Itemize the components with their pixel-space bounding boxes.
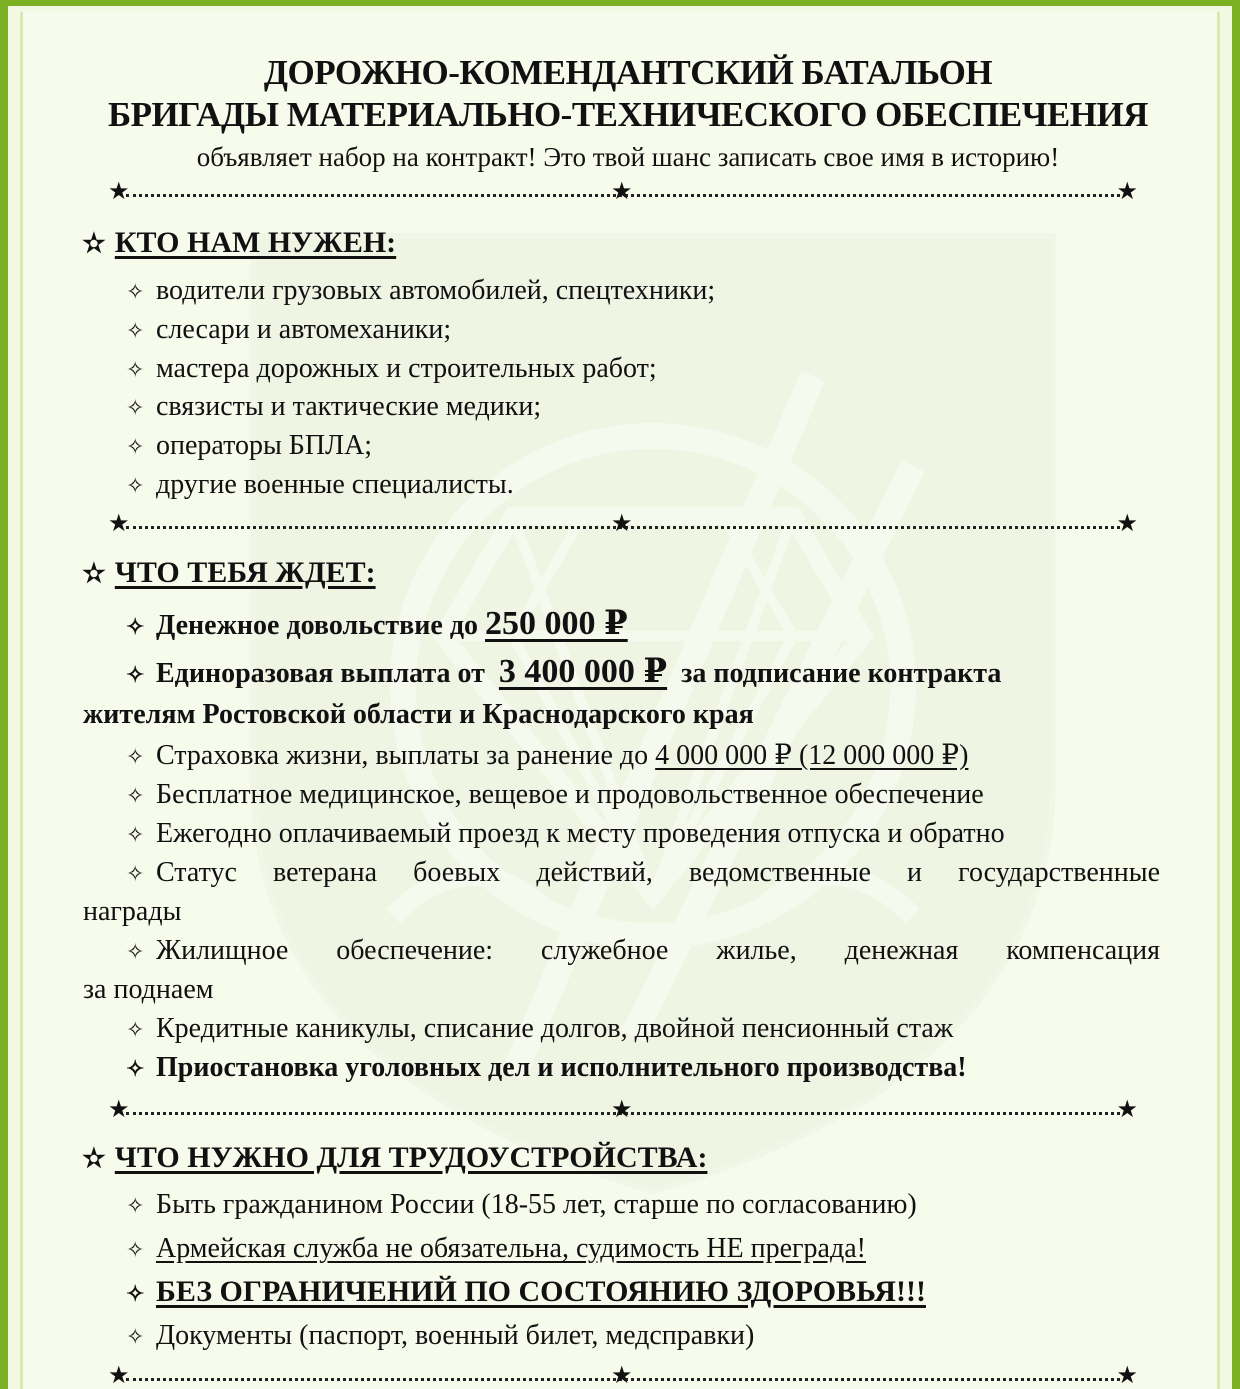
sparkle-icon: ✧	[126, 939, 145, 964]
sparkle-icon: ✧	[126, 357, 145, 382]
list-item: ✧ слесари и автомеханики;	[83, 311, 1160, 350]
section-heading-who	[83, 226, 396, 261]
sparkle-icon: ✧	[126, 395, 145, 420]
list-item: ✧ Ежегодно оплачиваемый проезд к месту проведения отпуска и обратно	[83, 815, 1160, 854]
heading-text: КТО НАМ НУЖЕН:	[114, 226, 397, 259]
list-item: ✧ мастера дорожных и строительных работ;	[83, 350, 1160, 389]
suspension-item: ✧ Приостановка уголовных дел и исполнительного производства!	[83, 1049, 1160, 1088]
sparkle-icon: ✧	[126, 662, 145, 687]
divider	[108, 1097, 1138, 1124]
sparkle-icon: ✧	[126, 1056, 145, 1081]
list-item: ✧ Бесплатное медицинское, вещевое и продовольственное обеспечение	[83, 776, 1160, 815]
star-icon: ★	[611, 1097, 633, 1123]
housing-item: ✧ Жилищное обеспечение: служебное жилье, денежная компенсация	[83, 932, 1160, 971]
bonus-item: ✧ Единоразовая выплата от 3 400 000 ₽ за подписание контракта	[83, 651, 1160, 696]
star-outline-icon: ✫	[83, 559, 105, 588]
documents-item: ✧ Документы (паспорт, военный билет, медсправки)	[83, 1317, 1160, 1356]
sparkle-icon: ✧	[126, 434, 145, 459]
section-heading-offer	[83, 556, 376, 591]
title-line-2: БРИГАДЫ МАТЕРИАЛЬНО-ТЕХНИЧЕСКОГО ОБЕСПЕЧЕНИЯ	[108, 95, 1148, 134]
bonus-item-line-2: жителям Ростовской области и Краснодарского края	[83, 699, 754, 730]
star-icon: ★	[108, 1097, 130, 1123]
salary-item: ✧ Денежное довольствие до 250 000 ₽	[83, 603, 1160, 648]
heading-text: ЧТО ТЕБЯ ЖДЕТ:	[114, 556, 376, 589]
list-item: ✧ водители грузовых автомобилей, спецтехники;	[83, 272, 1160, 311]
section-heading-requirements	[83, 1141, 707, 1176]
sparkle-icon: ✧	[126, 783, 145, 808]
sparkle-icon: ✧	[126, 1237, 145, 1262]
credit-item: ✧ Кредитные каникулы, списание долгов, двойной пенсионный стаж	[83, 1010, 1160, 1049]
health-item: ✧ БЕЗ ОГРАНИЧЕНИЙ ПО СОСТОЯНИЮ ЗДОРОВЬЯ!!!	[83, 1272, 1160, 1314]
sparkle-icon: ✧	[126, 279, 145, 304]
sparkle-icon: ✧	[126, 1017, 145, 1042]
list-item: ✧ связисты и тактические медики;	[83, 388, 1160, 427]
veteran-item-line-2: награды	[83, 896, 182, 927]
army-item: ✧ Армейская служба не обязательна, судимость НЕ преграда!	[83, 1230, 1160, 1269]
star-icon: ★	[611, 179, 633, 205]
sparkle-icon: ✧	[126, 318, 145, 343]
sparkle-icon: ✧	[126, 1193, 145, 1218]
list-item: ✧ другие военные специалисты.	[83, 466, 1160, 505]
sparkle-icon: ✧	[126, 1324, 145, 1349]
star-outline-icon: ✫	[83, 229, 105, 258]
title-line-1: ДОРОЖНО-КОМЕНДАНТСКИЙ БАТАЛЬОН	[263, 53, 993, 92]
sparkle-icon: ✧	[126, 861, 145, 886]
housing-item-line-2: за поднаем	[83, 974, 214, 1005]
citizen-item: ✧ Быть гражданином России (18-55 лет, старше по согласованию)	[83, 1186, 1160, 1225]
star-icon: ★	[1116, 179, 1138, 205]
star-icon: ★	[1116, 1097, 1138, 1123]
star-outline-icon: ✫	[83, 1144, 105, 1173]
insurance-value: 4 000 000 ₽ (12 000 000 ₽)	[655, 740, 969, 771]
star-icon: ★	[108, 511, 130, 537]
star-icon: ★	[1116, 1363, 1138, 1389]
bonus-value: 3 400 000 ₽	[498, 653, 668, 690]
insurance-item: ✧ Страховка жизни, выплаты за ранение до 4 000 000 ₽ (12 000 000 ₽)	[83, 737, 1160, 776]
heading-text: ЧТО НУЖНО ДЛЯ ТРУДОУСТРОЙСТВА:	[114, 1141, 708, 1174]
veteran-item: ✧ Статус ветерана боевых действий, ведомственные и государственные	[83, 854, 1160, 893]
sparkle-icon: ✧	[126, 1281, 145, 1306]
subtitle: объявляет набор на контракт! Это твой шанс записать свое имя в историю!	[196, 142, 1060, 172]
sparkle-icon: ✧	[126, 822, 145, 847]
star-icon: ★	[1116, 511, 1138, 537]
sparkle-icon: ✧	[126, 614, 145, 639]
divider	[108, 179, 1138, 206]
divider	[108, 511, 1138, 538]
star-icon: ★	[108, 1363, 130, 1389]
star-icon: ★	[611, 511, 633, 537]
sparkle-icon: ✧	[126, 744, 145, 769]
star-icon: ★	[611, 1363, 633, 1389]
list-item: ✧ операторы БПЛА;	[83, 427, 1160, 466]
salary-value: 250 000 ₽	[485, 605, 628, 642]
sparkle-icon: ✧	[126, 473, 145, 498]
star-icon: ★	[108, 179, 130, 205]
divider	[108, 1363, 1138, 1389]
